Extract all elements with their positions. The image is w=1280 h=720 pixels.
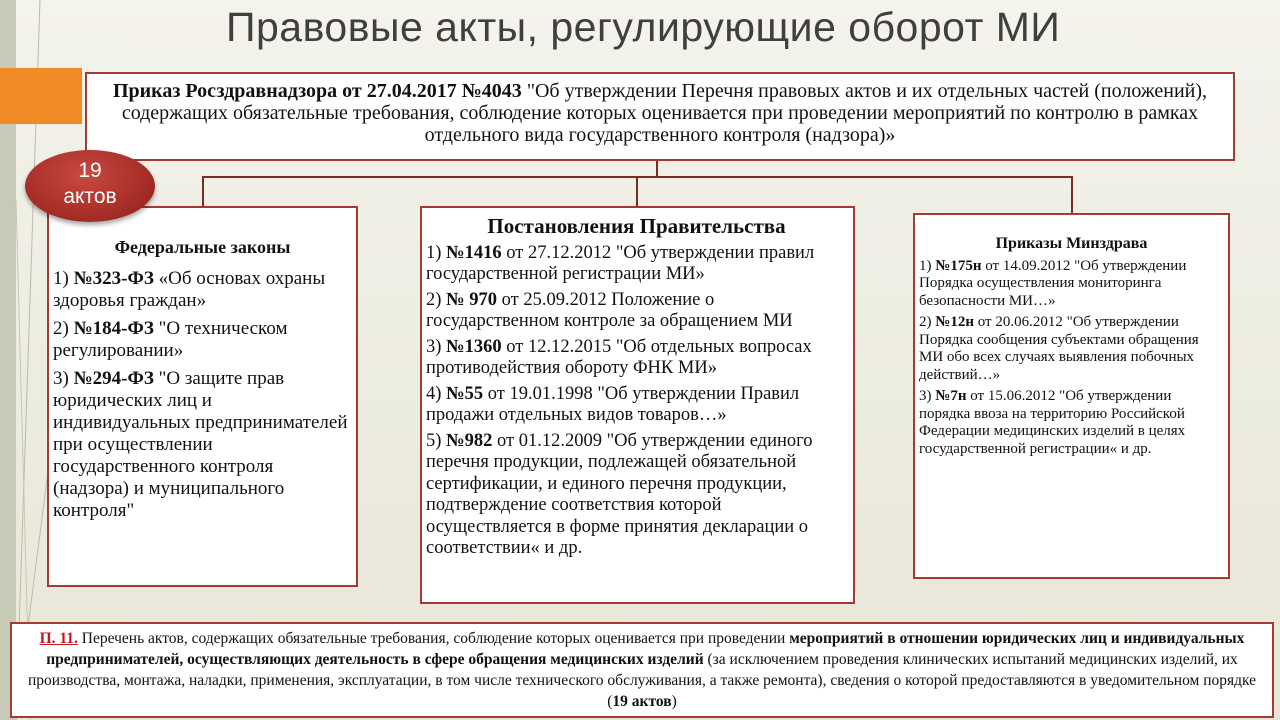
orange-accent-bar [0,68,82,124]
federal-law-item: 1) №323-ФЗ «Об основах охраны здоровья граждан» [53,268,326,311]
connector-right [1071,176,1073,214]
badge-number: 19 [78,159,102,182]
decree-item: 3) №1360 от 12.12.2015 "Об отдельных вопросах противодействия обороту ФНК МИ» [426,336,812,378]
government-decrees-box [420,206,855,604]
decree-item: 2) № 970 от 25.09.2012 Положение о государственном контроле за обращением МИ [426,289,793,331]
note-bold-1: мероприятий в отношении юридических лиц и индивидуальных предпринимателей, осуществляющих деятельность в сфере обращения медицинских изделий [46,630,1245,668]
ministry-orders-heading: Приказы Минздрава [995,235,1148,252]
slide-title: Правовые акты, регулирующие оборот МИ [226,4,1061,50]
connector-vertical-main [656,161,658,177]
ministry-order-item: 1) №175н от 14.09.2012 "Об утверждении Порядка осуществления мониторинга безопасности МИ…» [919,257,1187,309]
government-decrees-heading: Постановления Правительства [487,214,786,238]
decree-item: 1) №1416 от 27.12.2012 "Об утверждении правил государственной регистрации МИ» [426,242,815,284]
federal-laws-box [47,206,358,587]
acts-count-badge [25,150,155,222]
ministry-order-item: 3) №7н от 15.06.2012 "Об утверждении порядка ввоза на территорию Российской Федерации медицинских изделий в целях государственной регистрации« и др. [919,388,1186,457]
ministry-order-item: 2) №12н от 20.06.2012 "Об утверждении Порядка сообщения субъектами обращения МИ обо всех случаях выявления побочных действий…» [919,314,1199,383]
federal-law-item: 3) №294-ФЗ "О защите прав юридических лиц и индивидуальных предпринимателей при осуществлении государственного контроля (надзора) и муниципального контроля" [53,368,348,521]
bottom-note-box [10,622,1274,718]
order-box [85,72,1235,161]
note-bold-2: 19 актов [612,693,672,710]
paragraph-label: П. 11. [39,630,78,647]
note-text-2: (за исключением проведения клинических испытаний медицинских изделий, их производства, монтажа, наладки, применения, эксплуатации, в том числе технического обслуживания, а также ремонта), сведения о которой предоставляются в уведомительном порядке ( [27,651,1257,710]
note-text-3: ) [671,693,677,710]
connector-center [636,176,638,207]
federal-law-item: 2) №184-ФЗ "О техническом регулировании» [53,318,288,361]
order-title: Приказ Росздравнадзора от 27.04.2017 №4043 [112,80,522,102]
note-text-1: Перечень актов, содержащих обязательные требования, соблюдение которых оценивается при проведении [77,630,790,647]
order-description: "Об утверждении Перечня правовых актов и их отдельных частей (положений), содержащих обязательные требования, соблюдение которых оценивается при проведении мероприятий по контролю в рамках отдельного вида государственного контроля (надзора)» [121,80,1208,146]
connector-left [202,176,204,207]
badge-label: актов [63,185,117,208]
ministry-orders-box [913,213,1230,579]
decree-item: 4) №55 от 19.01.1998 "Об утверждении Правил продажи отдельных видов товаров…» [426,383,800,425]
decree-item: 5) №982 от 01.12.2009 "Об утверждении единого перечня продукции, подлежащей обязательной сертификации, и единого перечня продукции, подтверждение соответствия которой осуществляется в форме принятия декларации о соответствии« и др. [426,430,813,558]
federal-laws-heading: Федеральные законы [114,237,291,257]
